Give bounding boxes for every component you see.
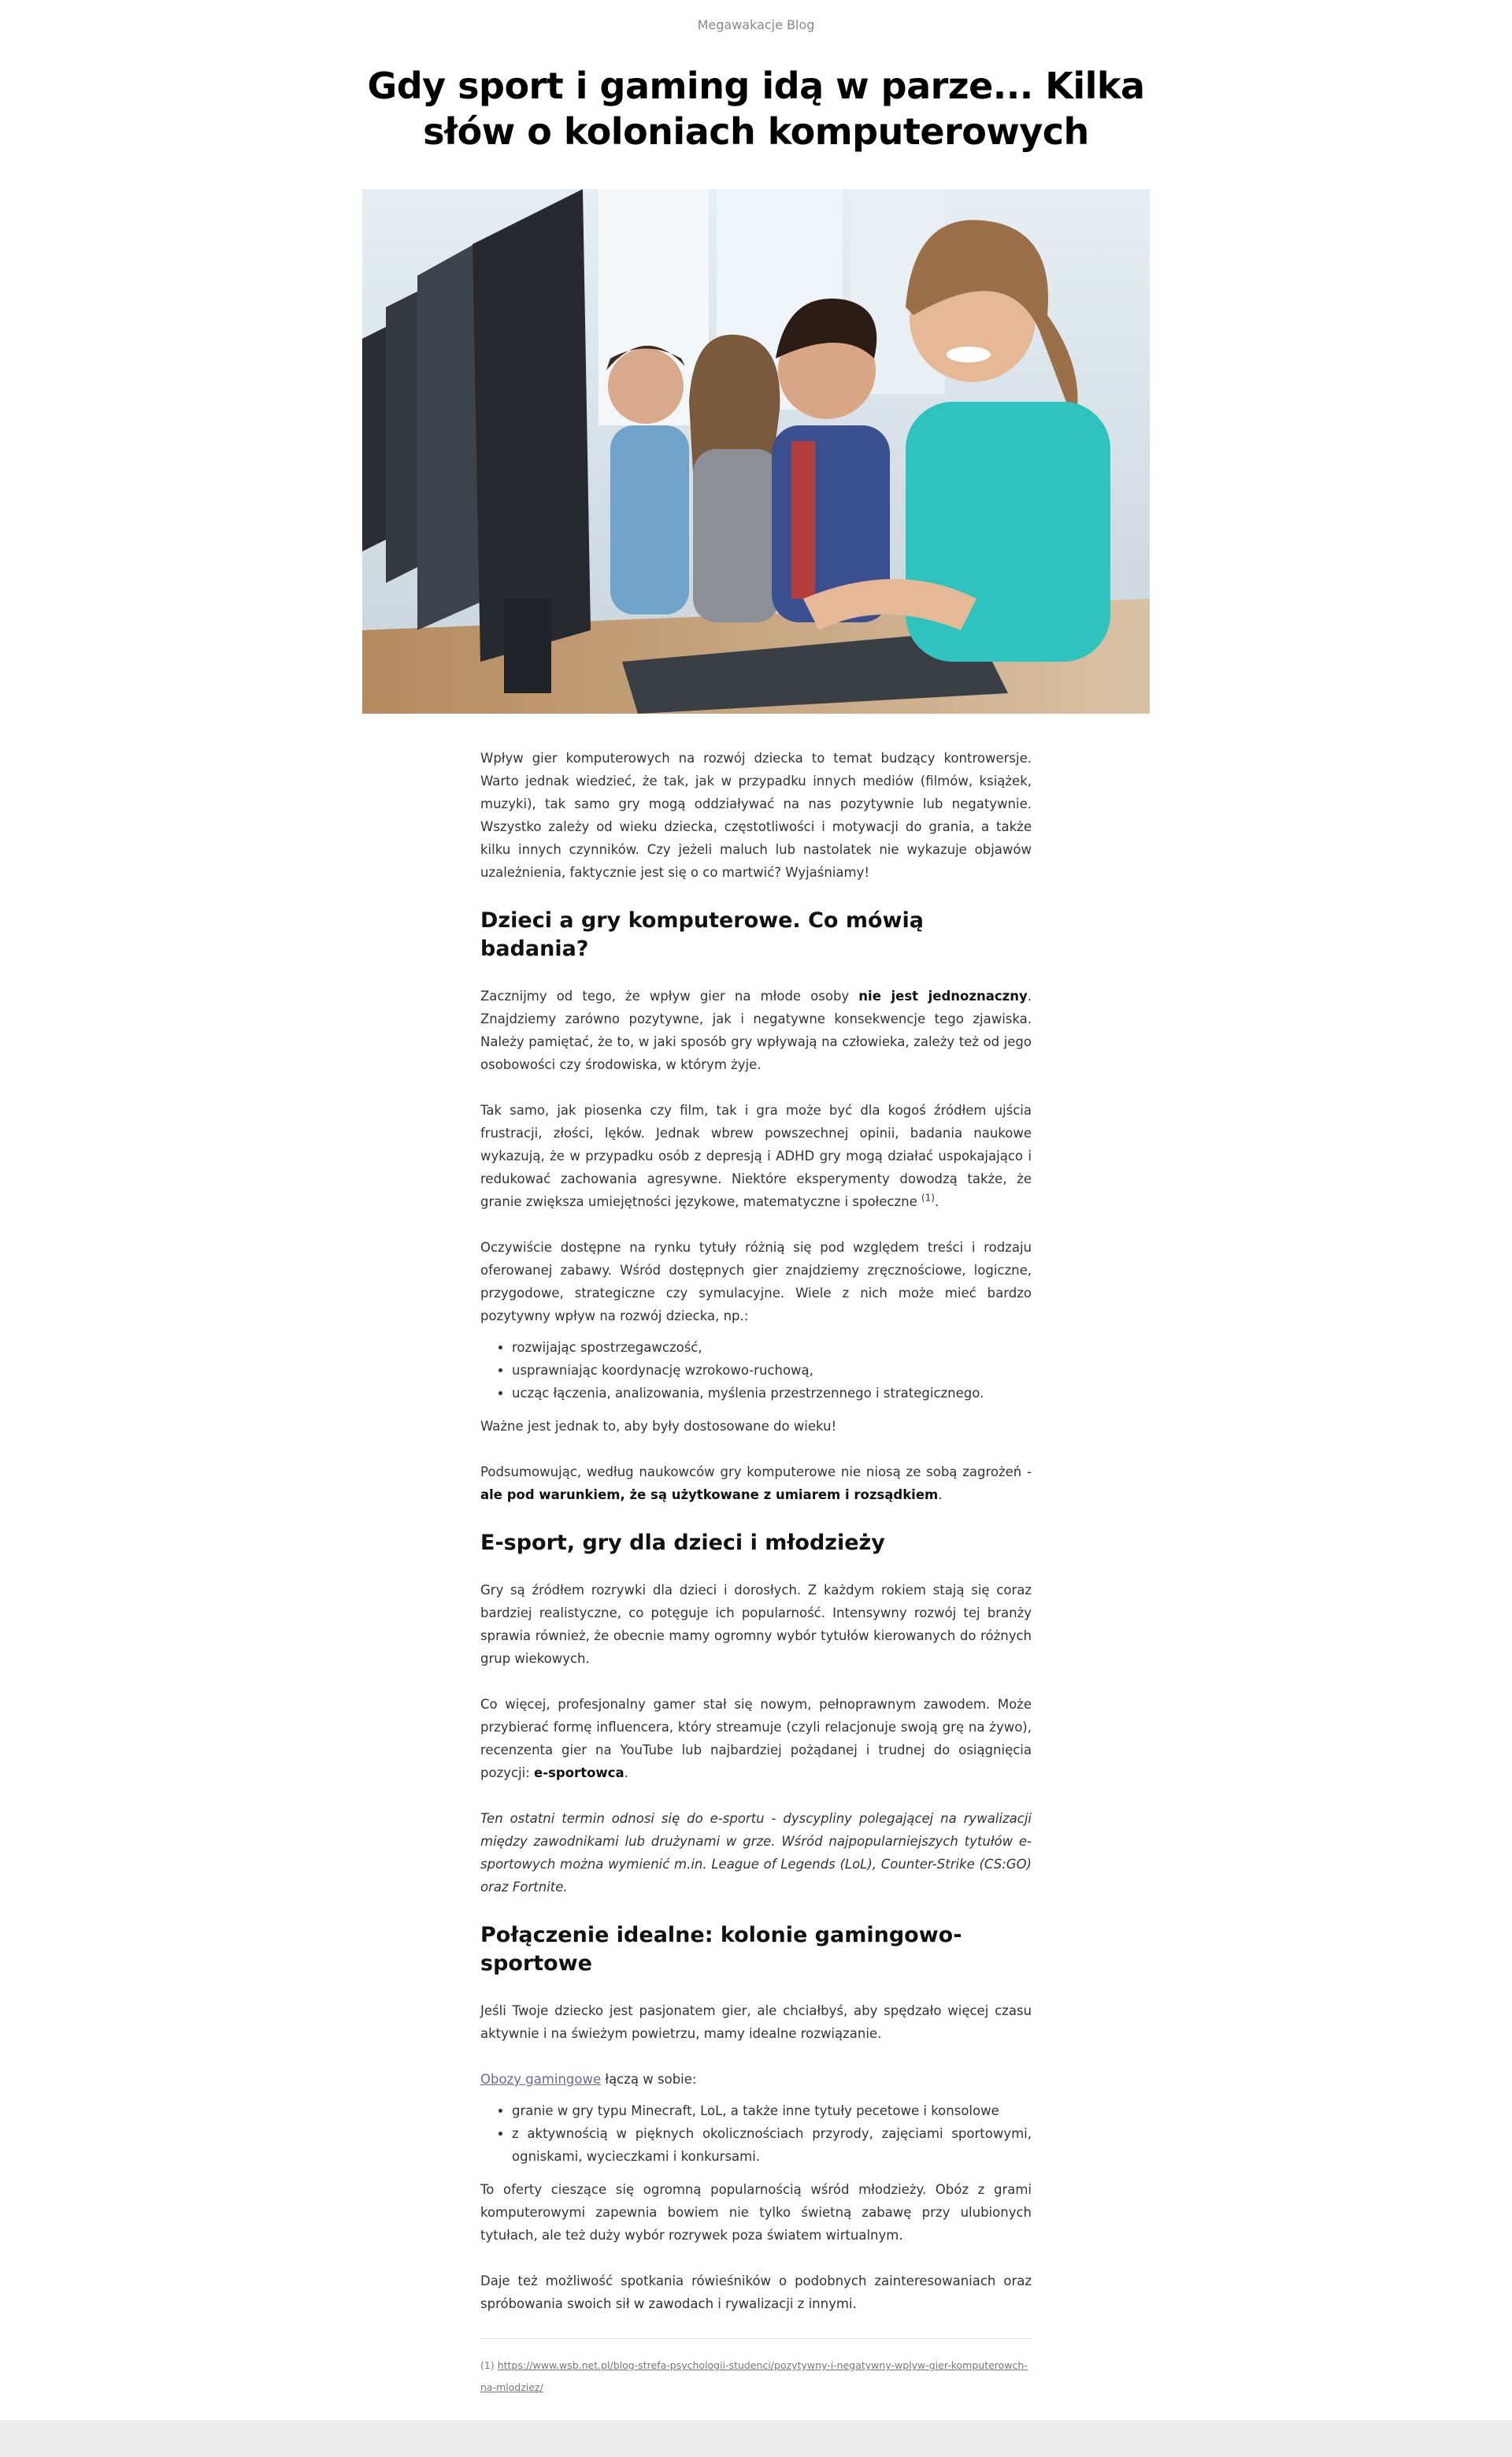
paragraph: Ważne jest jednak to, aby były dostosowane do wieku! <box>480 1419 837 1434</box>
footnote: (1) https://www.wsb.net.pl/blog-strefa-psychologii-studenci/pozytywny-i-negatywny-wplyw-gier-komputerowch-na-mlodziez/ <box>480 2359 1028 2393</box>
blog-name[interactable]: Megawakacje Blog <box>697 17 815 32</box>
paragraph: Podsumowując, według naukowców gry komputerowe nie niosą ze sobą zagrożeń - ale pod warunkiem, że są użytkowane z umiarem i rozsądkiem. <box>480 1464 1032 1502</box>
list-item: • granie w gry typu Minecraft, LoL, a także inne tytuły pecetowe i konsolowe <box>512 2099 1032 2122</box>
italic-paragraph: Ten ostatni termin odnosi się do e-sportu - dyscypliny polegającej na rywalizacji między zawodnikami lub drużynami w grze. Wśród najpopularniejszych tytułów e-sportowych można wymienić m.in. League of Legends (LoL), Counter-Strike (CS:GO) oraz Fortnite. <box>480 1811 1032 1895</box>
benefits-list <box>480 1336 1032 1405</box>
section-heading-research: Dzieci a gry komputerowe. Co mówią badania? <box>480 908 924 961</box>
article-body <box>480 747 1032 2399</box>
paragraph: Zacznijmy od tego, że wpływ gier na młode osoby nie jest jednoznaczny. Znajdziemy zarówno pozytywne, jak i negatywne konsekwencje tego zjawiska. Należy pamiętać, że to, w jaki sposób gry wpływają na człowieka, zależy też od jego osobowości czy środowiska, w którym żyje. <box>480 989 1032 1072</box>
bold-text: e-sportowca <box>534 1765 624 1780</box>
footnote-source-link[interactable]: https://www.wsb.net.pl/blog-strefa-psychologii-studenci/pozytywny-i-negatywny-wplyw-gier-komputerowch-na-mlodziez/ <box>480 2359 1028 2393</box>
list-item: • usprawniając koordynację wzrokowo-ruchową, <box>512 1359 1032 1382</box>
teens-at-computers-illustration <box>362 189 1150 714</box>
bold-text: ale pod warunkiem, że są użytkowane z umiarem i rozsądkiem <box>480 1487 939 1502</box>
hero-image <box>362 189 1150 714</box>
list-item: • ucząc łączenia, analizowania, myślenia przestrzennego i strategicznego. <box>512 1382 1032 1405</box>
list-item: • z aktywnością w pięknych okolicznościach przyrody, zajęciami sportowymi, ogniskami, wycieczkami i konkursami. <box>512 2122 1032 2168</box>
page-footer <box>0 2420 1512 2457</box>
paragraph: Daje też możliwość spotkania rówieśników o podobnych zainteresowaniach oraz spróbowania swoich sił w zawodach i rywalizacji z innymi. <box>480 2273 1032 2311</box>
gaming-camps-link[interactable]: Obozy gamingowe <box>480 2072 602 2087</box>
intro-paragraph: Wpływ gier komputerowych na rozwój dziecka to temat budzący kontrowersje. Warto jednak wiedzieć, że tak, jak w przypadku innych mediów (filmów, książek, muzyki), tak samo gry mogą oddziaływać na nas pozytywnie lub negatywnie. Wszystko zależy od wieku dziecka, częstotliwości i motywacji do grania, a także kilku innych czynników. Czy jeżeli maluch lub nastolatek nie wykazuje objawów uzależnienia, faktycznie jest się o co martwić? Wyjaśniamy! <box>480 751 1032 880</box>
footnote-reference[interactable]: (1) <box>921 1192 935 1204</box>
section-heading-camps: Połączenie idealne: kolonie gamingowo-sportowe <box>480 1923 962 1976</box>
paragraph: Gry są źródłem rozrywki dla dzieci i dorosłych. Z każdym rokiem stają się coraz bardziej realistyczne, co potęguje ich popularność. Intensywny rozwój tej branży sprawia również, że obecnie mamy ogromny wybór tytułów kierowanych do różnych grup wiekowych. <box>480 1583 1032 1666</box>
divider <box>480 2338 1032 2339</box>
bold-text: nie jest jednoznaczny <box>858 989 1028 1004</box>
paragraph: To oferty cieszące się ogromną popularnością wśród młodzieży. Obóz z grami komputerowymi zapewnia bowiem nie tylko świetną zabawę przy ulubionych tytułach, ale też duży wybór rozrywek poza światem wirtualnym. <box>480 2182 1032 2243</box>
article-title: Gdy sport i gaming idą w parze... Kilka słów o koloniach komputerowych <box>367 65 1145 153</box>
paragraph: Oczywiście dostępne na rynku tytuły różnią się pod względem treści i rodzaju oferowanej zabawy. Wśród dostępnych gier znajdziemy zręcznościowe, logiczne, przygodowe, strategiczne czy symulacyjne. Wiele z nich może mieć bardzo pozytywny wpływ na rozwój dziecka, np.: <box>480 1240 1032 1323</box>
paragraph: Jeśli Twoje dziecko jest pasjonatem gier, ale chciałbyś, aby spędzało więcej czasu aktywnie i na świeżym powietrzu, mamy idealne rozwiązanie. <box>480 2003 1032 2041</box>
list-item: • rozwijając spostrzegawczość, <box>512 1336 1032 1359</box>
paragraph: Tak samo, jak piosenka czy film, tak i gra może być dla kogoś źródłem ujścia frustracji, złości, lęków. Jednak wbrew powszechnej opinii, badania naukowe wykazują, że w przypadku osób z depresją i ADHD gry mogą działać uspokajająco i redukować zachowania agresywne. Niektóre eksperymenty dowodzą także, że granie zwiększa umiejętności językowe, matematyczne i społeczne $^{(1)}$. <box>480 1103 1032 1209</box>
paragraph: Co więcej, profesjonalny gamer stał się nowym, pełnoprawnym zawodem. Może przybierać formę influencera, który streamuje (czyli relacjonuje swoją grę na żywo), recenzenta gier na YouTube lub najbardziej pożądanej i trudnej do osiągnięcia pozycji: e-sportowca. <box>480 1697 1032 1780</box>
paragraph: Obozy gamingowe łączą w sobie: <box>480 2072 697 2087</box>
section-heading-esport: E-sport, gry dla dzieci i młodzieży <box>480 1531 885 1555</box>
camp-features-list <box>480 2099 1032 2168</box>
